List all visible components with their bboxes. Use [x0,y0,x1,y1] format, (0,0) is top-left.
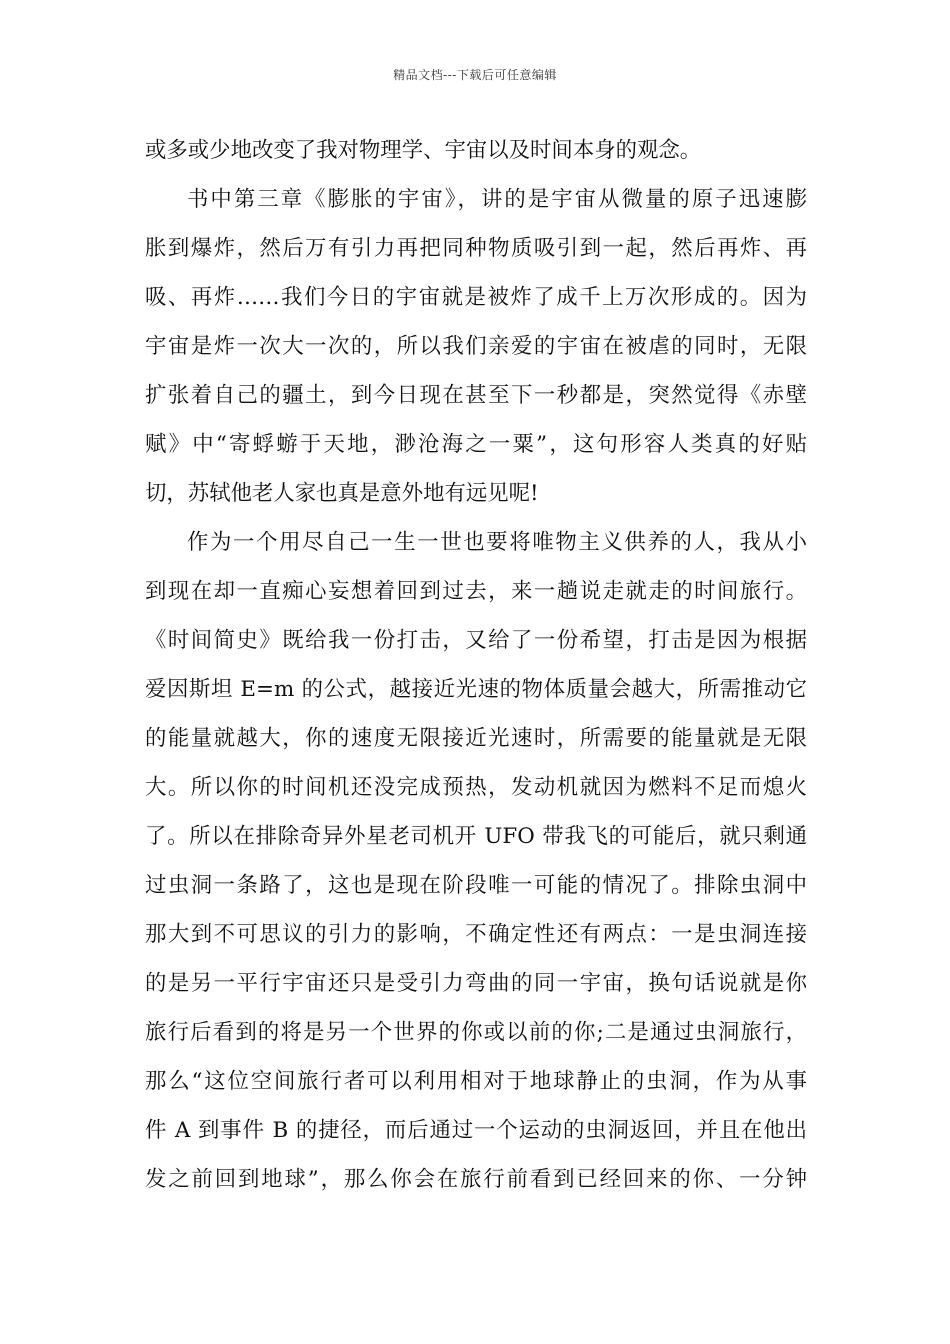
text-line: 过虫洞一条路了，这也是现在阶段唯一可能的情况了。排除虫洞中 [145,873,807,898]
text-line: 了。所以在排除奇异外星老司机开 UFO 带我飞的可能后，就只剩通 [145,824,807,849]
text-line: 作为一个用尽自己一生一世也要将唯物主义供养的人，我从小 [187,530,807,555]
text-line: 爱因斯坦 E=m 的公式，越接近光速的物体质量会越大，所需推动它 [145,677,807,702]
text-line: 或多或少地改变了我对物理学、宇宙以及时间本身的观念。 [145,138,702,163]
text-line: 的是另一平行宇宙还只是受引力弯曲的同一宇宙，换句话说就是你 [145,971,807,996]
text-line: 到现在却一直痴心妄想着回到过去，来一趟说走就走的时间旅行。 [145,579,807,604]
text-line: 胀到爆炸，然后万有引力再把同种物质吸引到一起，然后再炸、再 [145,236,807,261]
text-line: 吸、再炸……我们今日的宇宙就是被炸了成千上万次形成的。因为 [145,285,807,310]
text-line: 宇宙是炸一次大一次的，所以我们亲爱的宇宙在被虐的同时，无限 [145,334,807,359]
text-line: 大。所以你的时间机还没完成预热，发动机就因为燃料不足而熄火 [145,775,807,800]
document-body [145,126,807,1204]
text-line: 赋》中“寄蜉蝣于天地，渺沧海之一粟”，这句形容人类真的好贴 [145,432,807,457]
text-line: 旅行后看到的将是另一个世界的你或以前的你;二是通过虫洞旅行， [145,1020,807,1045]
text-line: 件 A 到事件 B 的捷径，而后通过一个运动的虫洞返回，并且在他出 [145,1118,807,1143]
text-line: 那么“这位空间旅行者可以利用相对于地球静止的虫洞，作为从事 [145,1069,807,1094]
text-line: 发之前回到地球”，那么你会在旅行前看到已经回来的你、一分钟 [145,1167,807,1192]
text-line: 切，苏轼他老人家也真是意外地有远见呢! [145,481,539,506]
text-line: 的能量就越大，你的速度无限接近光速时，所需要的能量就是无限 [145,726,807,751]
text-line: 《时间简史》既给我一份打击，又给了一份希望，打击是因为根据 [145,628,807,653]
page-header: 精品文档---下载后可任意编辑 [393,68,557,82]
text-line: 书中第三章《膨胀的宇宙》，讲的是宇宙从微量的原子迅速膨 [187,187,807,212]
text-line: 扩张着自己的疆土，到今日现在甚至下一秒都是，突然觉得《赤壁 [145,383,807,408]
text-line: 那大到不可思议的引力的影响，不确定性还有两点：一是虫洞连接 [145,922,807,947]
